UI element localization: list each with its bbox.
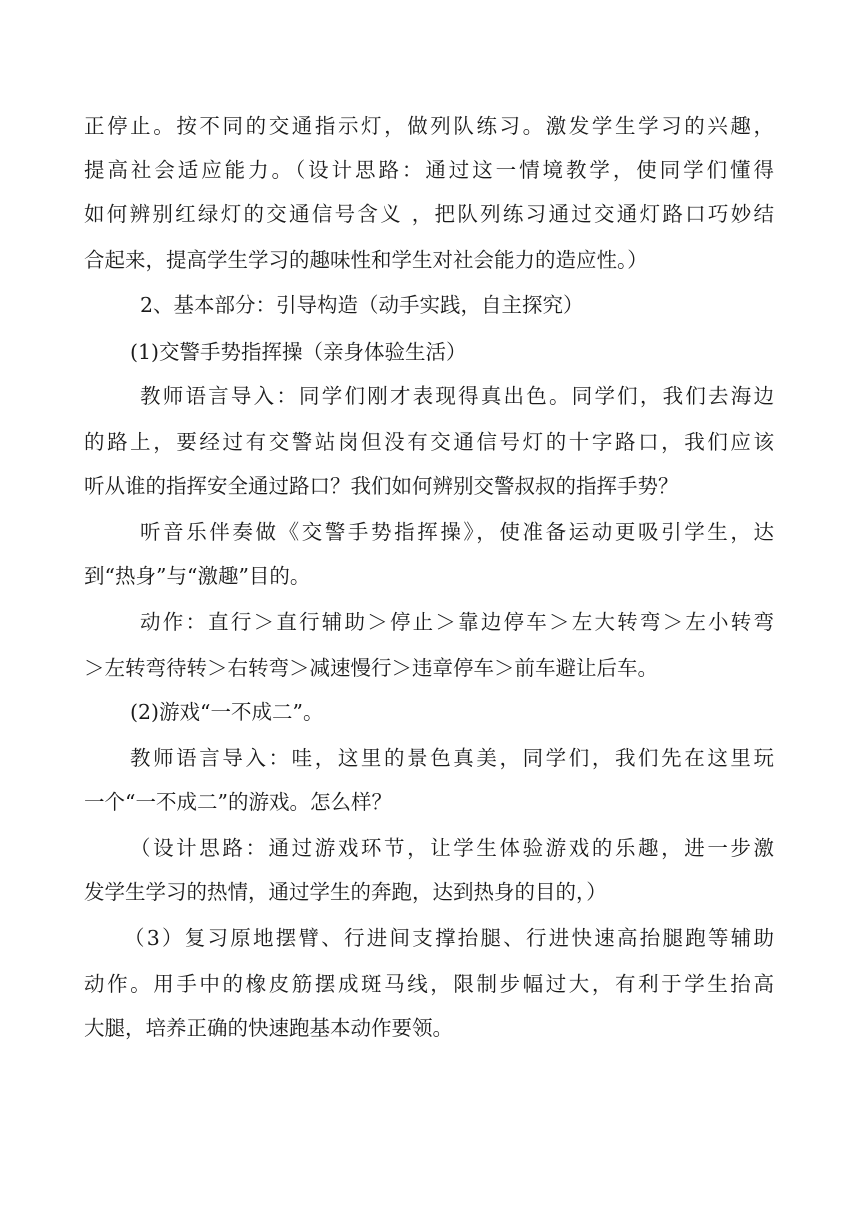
paragraph-line: ＞左转弯待转＞右转弯＞减速慢行＞违章停车＞前车避让后车。 [84,656,658,680]
paragraph-line: 如何辨别红绿灯的交通信号含义 ，把队列练习通过交通灯路口巧妙结 [84,202,774,226]
paragraph-line: 动作。用手中的橡皮筋摆成斑马线，限制步幅过大，有利于学生抬高 [84,972,774,996]
paragraph-line: 提高社会适应能力。（设计思路：通过这一情境教学，使同学们懂得 [84,158,774,182]
paragraph-line: 正停止。按不同的交通指示灯，做列队练习。激发学生学习的兴趣， [84,114,774,138]
subsection-heading: (2)游戏“一不成二”。 [130,700,324,724]
subsection-heading: (1)交警手势指挥操（亲身体验生活） [130,340,467,364]
paragraph-line: 教师语言导入：同学们刚才表现得真出色。同学们，我们去海边 [140,384,774,408]
paragraph-line: （设计思路：通过游戏环节，让学生体验游戏的乐趣，进一步激 [130,836,774,860]
paragraph-line: 到“热身”与“激趣”目的。 [84,564,311,588]
section-heading: 2、基本部分：引导构造（动手实践，自主探究） [140,293,584,317]
paragraph-line: 教师语言导入：哇，这里的景色真美，同学们，我们先在这里玩 [130,746,774,770]
paragraph-line: 一个“一不成二”的游戏。怎么样？ [84,790,392,814]
paragraph-line: 大腿，培养正确的快速跑基本动作要领。 [84,1016,453,1040]
paragraph-line: 发学生学习的热情，通过学生的奔跑，达到热身的目的，） [84,880,607,904]
paragraph-line: 的路上，要经过有交警站岗但没有交通信号灯的十字路口，我们应该 [84,430,774,454]
paragraph-line: 听音乐伴奏做《交警手势指挥操》，使准备运动更吸引学生，达 [140,520,774,544]
paragraph-line: 合起来，提高学生学习的趣味性和学生对社会能力的造应性。） [84,248,648,272]
paragraph-line: 听从谁的指挥安全通过路口？我们如何辨别交警叔叔的指挥手势？ [84,474,679,498]
paragraph-line: 动作：直行＞直行辅助＞停止＞靠边停车＞左大转弯＞左小转弯 [140,610,774,634]
paragraph-line: （3）复习原地摆臂、行进间支撑抬腿、行进快速高抬腿跑等辅助 [124,926,774,950]
